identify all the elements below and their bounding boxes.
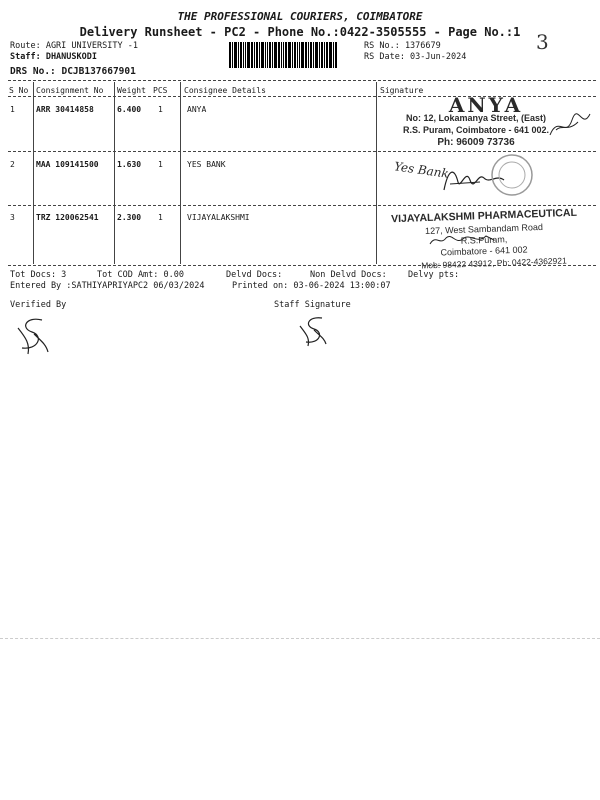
row-consignment: ARR 30414858 <box>36 105 94 114</box>
row-consignment: MAA 109141500 <box>36 160 99 169</box>
runsheet-title: Delivery Runsheet - PC2 - Phone No.:0422-3505555 - Page No.:1 <box>79 25 521 39</box>
column-divider <box>376 82 377 264</box>
total-docs: Tot Docs: 3 <box>10 270 67 280</box>
column-header-signature: Signature <box>380 86 424 95</box>
signature-scribble <box>548 110 593 140</box>
vijaya-stamp-address-3: Coimbatore - 641 002 <box>440 244 528 258</box>
row-pcs: 1 <box>158 105 163 114</box>
vijaya-stamp-address-1: 127, West Sambandam Road <box>424 221 544 237</box>
delivery-points: Delvy pts: <box>408 270 460 280</box>
yes-bank-round-stamp <box>488 152 536 198</box>
vijaya-signature <box>428 230 498 250</box>
staff-signature-label: Staff Signature <box>274 300 351 310</box>
yes-bank-handwritten-note: Yes Bank <box>393 159 450 181</box>
non-delivered-docs: Non Delvd Docs: <box>310 270 387 280</box>
entered-by: Entered By :SATHIYAPRIYAPC2 06/03/2024 <box>10 281 205 291</box>
anya-stamp-name: ANYA <box>448 93 524 117</box>
column-header-pcs: PCS <box>153 86 168 95</box>
row-pcs: 1 <box>158 160 163 169</box>
row-weight: 2.300 <box>117 213 142 222</box>
table-top-rule <box>8 80 596 81</box>
column-header-sno: S No <box>9 86 29 95</box>
staff-signature <box>296 314 330 348</box>
drs-number: DRS No.: DCJB137667901 <box>10 66 136 77</box>
anya-stamp-address-1: No: 12, Lokamanya Street, (East) <box>405 113 547 123</box>
column-header-weight: Weight <box>117 86 146 95</box>
anya-stamp-address-2: R.S. Puram, Coimbatore - 641 002. <box>402 125 550 135</box>
verifier-signature <box>12 314 52 356</box>
scan-fold-line <box>0 638 600 639</box>
vijaya-stamp-phone: Mob: 98422 43912, Ph: 0422-4362921 <box>421 255 567 271</box>
row-sno: 1 <box>10 105 15 114</box>
verified-by-label: Verified By <box>10 300 67 310</box>
company-name: THE PROFESSIONAL COURIERS, COIMBATORE <box>177 10 423 23</box>
column-header-consignment: Consignment No <box>36 86 104 95</box>
row-sno: 3 <box>10 213 15 222</box>
printed-on: Printed on: 03-06-2024 13:00:07 <box>232 281 391 291</box>
total-cod-amount: Tot COD Amt: 0.00 <box>97 270 184 280</box>
row-weight: 1.630 <box>117 160 142 169</box>
delivered-docs: Delvd Docs: <box>226 270 283 280</box>
rs-date: RS Date: 03-Jun-2024 <box>364 52 467 62</box>
row-consignment: TRZ 120062541 <box>36 213 99 222</box>
vijaya-stamp-name: VIJAYALAKSHMI PHARMACEUTICAL <box>390 206 578 226</box>
row-divider <box>8 205 596 206</box>
rs-number: RS No.: 1376679 <box>364 41 441 51</box>
vijaya-stamp-address-2: R.S.Puram, <box>460 234 508 246</box>
anya-stamp-phone: Ph: 96009 73736 <box>437 137 515 148</box>
barcode <box>229 42 356 68</box>
row-pcs: 1 <box>158 213 163 222</box>
column-divider <box>33 82 34 264</box>
column-header-consignee: Consignee Details <box>184 86 266 95</box>
row-consignee: VIJAYALAKSHMI <box>187 213 250 222</box>
column-divider <box>114 82 115 264</box>
row-consignee: ANYA <box>187 105 207 114</box>
staff-label: Staff: DHANUSKODI <box>10 52 97 62</box>
handwritten-page-mark: 3 <box>536 30 549 54</box>
row-sno: 2 <box>10 160 15 169</box>
route-label: Route: AGRI UNIVERSITY -1 <box>10 41 138 51</box>
column-divider <box>180 82 181 264</box>
row-consignee: YES BANK <box>187 160 226 169</box>
row-weight: 6.400 <box>117 105 142 114</box>
